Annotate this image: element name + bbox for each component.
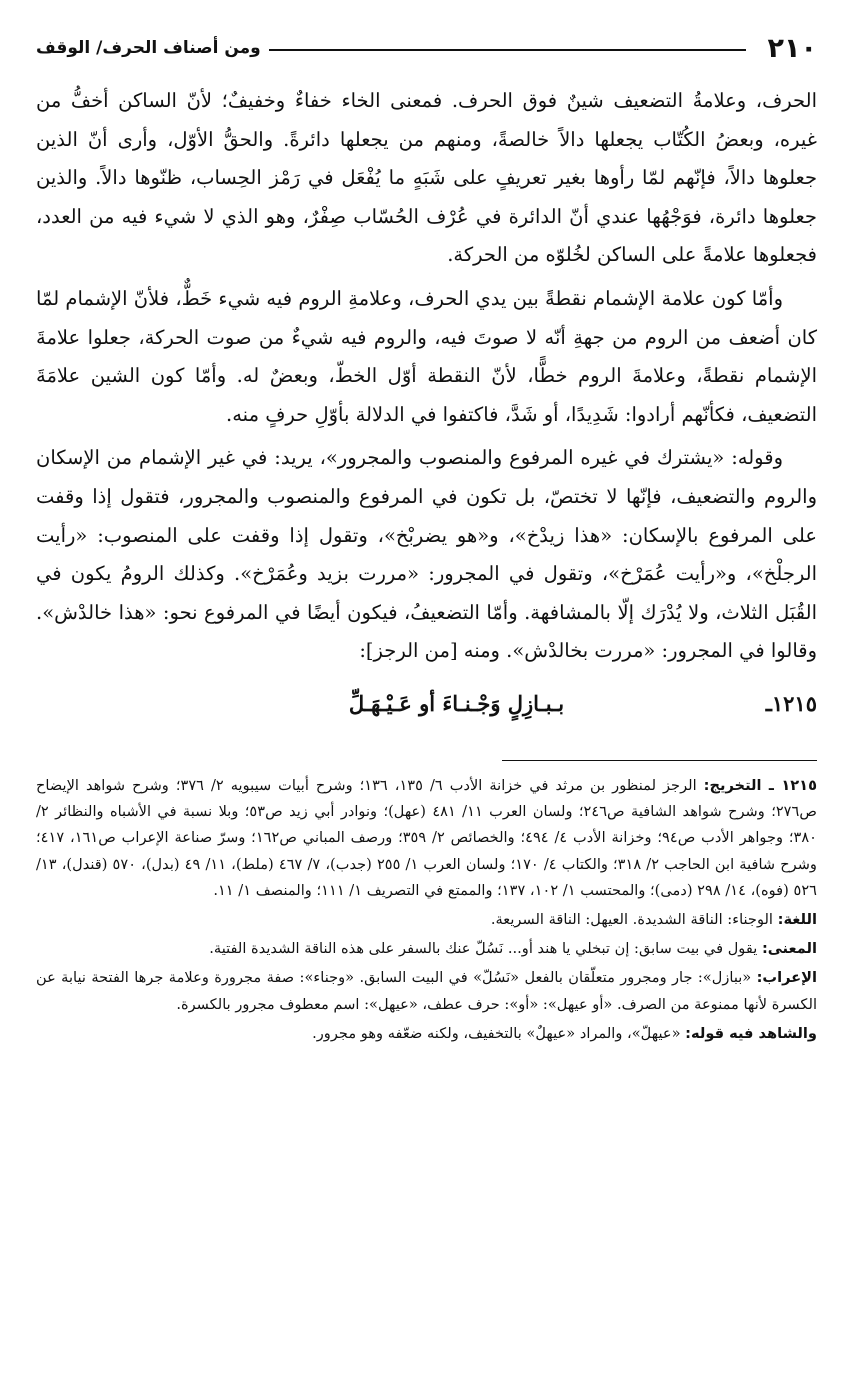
paragraph: وقوله: «يشترك في غيره المرفوع والمنصوب والمجرور»، يريد: في غير الإشمام من الإسكان والروم والتضعيف، فإنّها لا تختصّ، بل تكون في المرفوع والمنصوب والمجرور، فتقول إذا وقفت على المرفوع بالإسكان: «هذا زيدْخ»، و«هو يضربْخ»، وتقول إذا وقفت على المنصوب: «رأيت الرجلْخ»، و«رأيت عُمَرْخ»، وتقول في المجرور: «مررت بزيد وعُمَرْخ». وكذلك الرومُ يكون في القُبَل الثلاث، ولا يُدْرَك إلّا بالمشافهة. وأمّا التضعيفُ، فيكون أيضًا في المرفوع نحو: «هذا خالدْش». وقالوا في المجرور: «مررت بخالدْش». ومنه [من الرجز]: xyxy=(36,446,817,663)
footnote-label: اللغة: xyxy=(777,910,817,928)
footnote-maana xyxy=(36,936,817,962)
footnote-shahid xyxy=(36,1021,817,1047)
footnote-text: «عيهلّ»، والمراد «عيهلٌ» بالتخفيف، ولكنه ضعّفه وهو مجرور. xyxy=(312,1024,681,1042)
verse-text: بـبـازِلٍ وَجْـنـاءَ أو عَـيْـهَـلِّ xyxy=(348,691,565,717)
paragraph: وأمّا كون علامة الإشمام نقطةً بين يدي الحرف، وعلامةِ الروم فيه شيء خَطٌّ، فلأنّ الإشمام لمّا كان أضعف من الروم من جهةِ أنّه لا صوتَ فيه، والروم فيه شيءٌ من صوت الحركة، جعلوا علامةَ الإشمام نقطةً، وعلامةَ الروم خطًّا، لأنّ النقطة أوّل الخطّ، وبعضٌ له. وأمّا كون الشين علامَةَ التضعيف، فكأنّهم أرادوا: شَدِيدًا، أو شَدَّ، فاكتفوا في الدلالة بأوّلِ حرفٍ منه. xyxy=(36,286,817,426)
footnote-label: ١٢١٥ ـ التخريج: xyxy=(703,776,817,794)
footnote-text: الرجز لمنظور بن مرثد في خزانة الأدب ٦/ ١٣٥، ١٣٦؛ وشرح أبيات سيبويه ٢/ ٣٧٦؛ وشرح شواهد الإيضاح ص٢٧٦؛ وشرح شواهد الشافية ص٢٤٦؛ ولسان العرب ١١/ ٤٨١ (عهل)؛ ونوادر أبي زيد ص٥٣؛ وبلا نسبة في الأشباه والنظائر ٢/ ٣٨٠؛ وجواهر الأدب ص٩٤؛ وخزانة الأدب ٤/ ٤٩٤؛ والخصائص ٢/ ٣٥٩؛ ورصف المباني ص١٦٢؛ وسرّ صناعة الإعراب ص١٦١، ٤١٧؛ وشرح شافية ابن الحاجب ٢/ ٣١٨؛ والكتاب ٤/ ١٧٠؛ ولسان العرب ١/ ٢٥٥ (جدب)، ٧/ ٤٦٧ (ملط)، ١١/ ٤٩ (بدل)، ٥٧٠ (قندل)، ١٣/ ٥٢٦ (فوه)، ١٤/ ٢٩٨ (دمى)؛ والمحتسب ١/ ١٠٢، ١٣٧؛ والممتع في التصريف ١/ ١١١؛ والمنصف ١/ ١١. xyxy=(36,776,817,899)
page-header xyxy=(36,28,817,68)
footnote-text: الوجناء: الناقة الشديدة. العيهل: الناقة السريعة. xyxy=(490,910,773,928)
footnote-label: المعنى: xyxy=(761,940,817,958)
running-title: ومن أصناف الحرف/ الوقف xyxy=(36,38,261,58)
page-number: ٢١٠ xyxy=(767,32,817,64)
footnote-text: «ببازل»: جار ومجرور متعلّقان بالفعل «نَسُلّ» في البيت السابق. «وجناء»: صفة مجرورة وعلامة جرها الفتحة نيابة عن الكسرة لأنها ممنوعة من الصرف. «أو عيهل»: «أو»: حرف عطف، «عيهل»: اسم معطوف مجرور بالكسرة. xyxy=(36,969,817,1013)
main-text xyxy=(36,82,817,671)
footnote-separator xyxy=(502,760,817,761)
footnotes xyxy=(36,773,817,1047)
footnote-takhrij xyxy=(36,773,817,904)
footnote-text: يقول في بيت سابق: إن تبخلي يا هند أو... نَسُلّ عنك بالسفر على هذه الناقة الشديدة الفتية. xyxy=(209,940,758,958)
footnote-label: والشاهد فيه قوله: xyxy=(685,1024,817,1042)
header-rule xyxy=(269,49,746,51)
footnote-lugha xyxy=(36,907,817,933)
footnote-label: الإعراب: xyxy=(756,969,817,987)
verse-number: ١٢١٥ـ xyxy=(765,691,817,717)
verse-line xyxy=(36,676,817,732)
footnote-irab xyxy=(36,965,817,1017)
paragraph: الحرف، وعلامةُ التضعيف شينٌ فوق الحرف. فمعنى الخاء خفاءٌ وخفيفٌ؛ لأنّ الساكن أخفُّ من غيره، وبعضُ الكُتّاب يجعلها دالاً خالصةً، ومنهم من يجعلها دائرةً. والحقُّ الأوّل، وأرى أنّ الذين جعلوها دالاً، فإنّهم لمّا رأوها بغير تعريفٍ على شَبَهٍ ما يُفْعَل في رَمْز الحِساب، ظنّوها دالاً. والذين جعلوها دائرة، فوَجْهُها عندي أنّ الدائرة في عُرْف الحُسّاب صِفْرٌ، وهو الذي لا شيء فيه من العدد، فجعلوها علامةً على الساكن لخُلوّه من الحركة. xyxy=(36,89,817,267)
